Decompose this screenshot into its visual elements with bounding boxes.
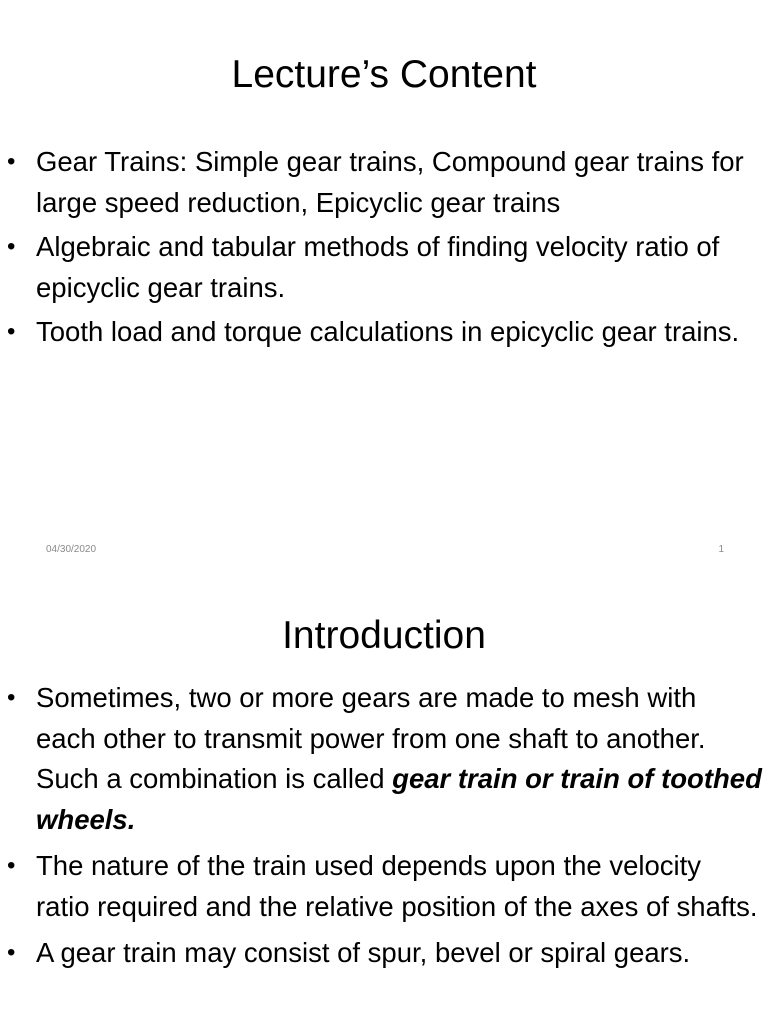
bullet-icon: • [7,233,16,260]
footer-date: 04/30/2020 [46,544,97,555]
slide-2 [0,570,768,1024]
slide-title: Introduction [282,614,486,657]
bullet-icon: • [7,939,16,966]
slide-title: Lecture’s Content [231,53,537,96]
list-item [0,227,768,308]
bullet-text: Tooth load and torque calculations in epicyclic gear trains. [36,316,740,347]
bullet-list [0,142,768,357]
page-number: 1 [718,544,724,555]
list-item [0,142,768,223]
bullet-text: Algebraic and tabular methods of finding velocity ratio of epicyclic gear trains. [36,231,720,303]
bullet-icon: • [7,852,16,879]
bullet-emphasis: gear train or train of toothed wheels. [36,763,762,835]
bullet-text: The nature of the train used depends upon the velocity ratio required and the relative position of the axes of shafts. [36,850,758,922]
bullet-text: A gear train may consist of spur, bevel or spiral gears. [36,937,691,968]
list-item [0,678,768,840]
list-item [0,312,768,353]
bullet-text: Gear Trains: Simple gear trains, Compound gear trains for large speed reduction, Epicyclic gear trains [36,146,744,218]
list-item [0,933,768,974]
bullet-text: Sometimes, two or more gears are made to mesh with each other to transmit power from one shaft to another. Such a combination is called [36,682,706,794]
bullet-icon: • [7,148,16,175]
bullet-icon: • [7,318,16,345]
bullet-list [0,678,768,980]
bullet-icon: • [7,684,16,711]
list-item [0,846,768,927]
